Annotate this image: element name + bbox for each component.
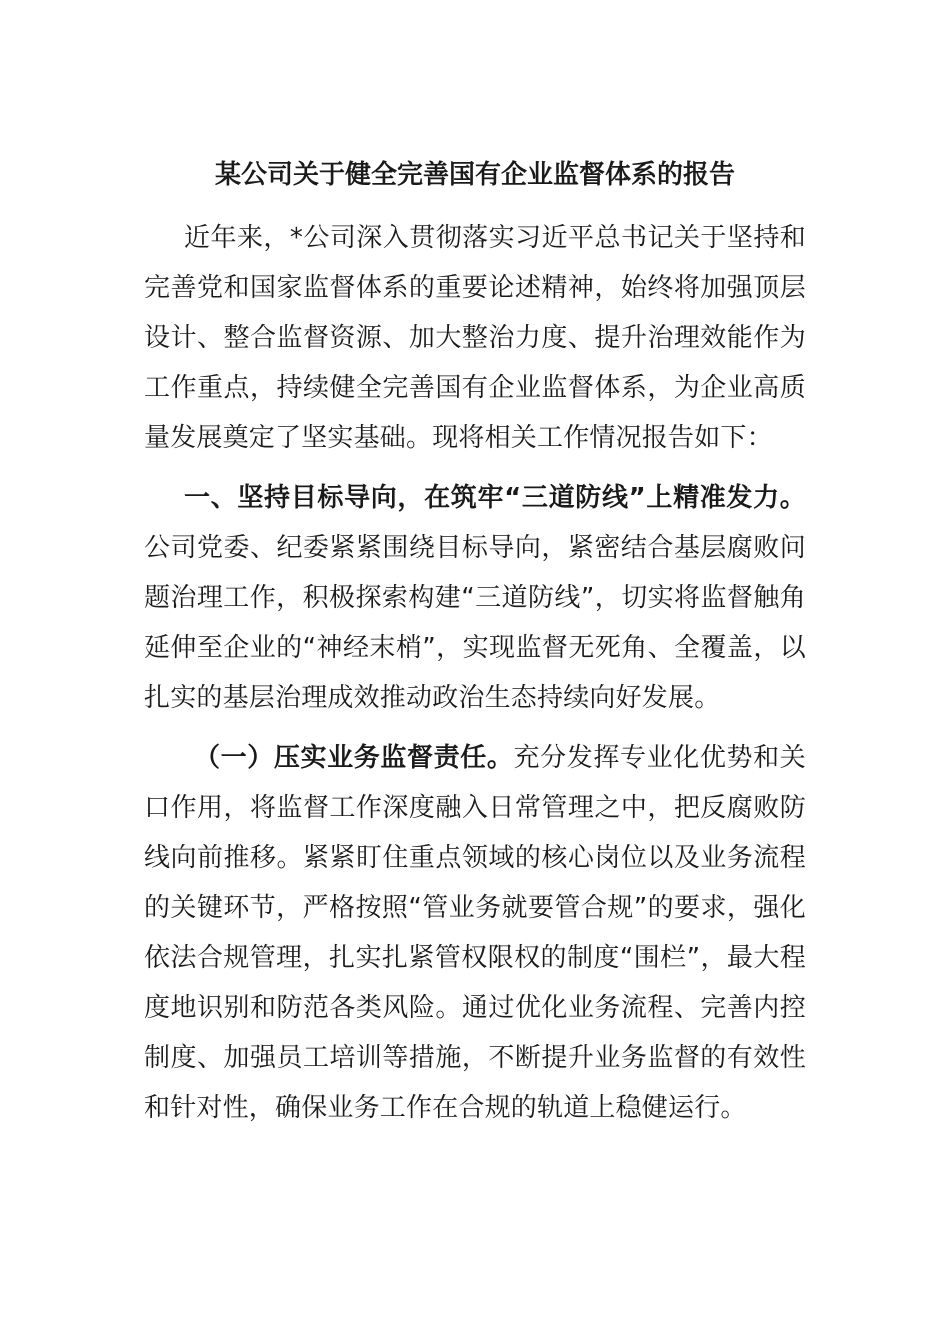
intro-paragraph [144, 213, 806, 463]
section-one-text: 公司党委、纪委紧紧围绕目标导向，紧密结合基层腐败问题治理工作，积极探索构建“三道防线”，切实将监督触角延伸至企业的“神经末梢”，实现监督无死角、全覆盖，以扎实的基层治理成效推动政治生态持续向好发展。 [144, 533, 806, 713]
document-title: 某公司关于健全完善国有企业监督体系的报告 [214, 160, 735, 190]
section-one-paragraph [144, 473, 806, 723]
intro-paragraph-text: 近年来，*公司深入贯彻落实习近平总书记关于坚持和完善党和国家监督体系的重要论述精神，始终将加强顶层设计、整合监督资源、加大整治力度、提升治理效能作为工作重点，持续健全完善国有企业监督体系，为企业高质量发展奠定了坚实基础。现将相关工作情况报告如下： [144, 223, 806, 453]
subsection-one-text: 充分发挥专业化优势和关口作用，将监督工作深度融入日常管理之中，把反腐败防线向前推移。紧紧盯住重点领域的核心岗位以及业务流程的关键环节，严格按照“管业务就要管合规”的要求，强化依法合规管理，扎实扎紧管权限权的制度“围栏”，最大程度地识别和防范各类风险。通过优化业务流程、完善内控制度、加强员工培训等措施，不断提升业务监督的有效性和针对性，确保业务工作在合规的轨道上稳健运行。 [144, 743, 807, 1123]
section-one-heading: 一、坚持目标导向，在筑牢“三道防线”上精准发力。 [184, 483, 806, 513]
subsection-one-paragraph [144, 733, 806, 1133]
subsection-one-heading: （一）压实业务监督责任。 [194, 743, 514, 773]
